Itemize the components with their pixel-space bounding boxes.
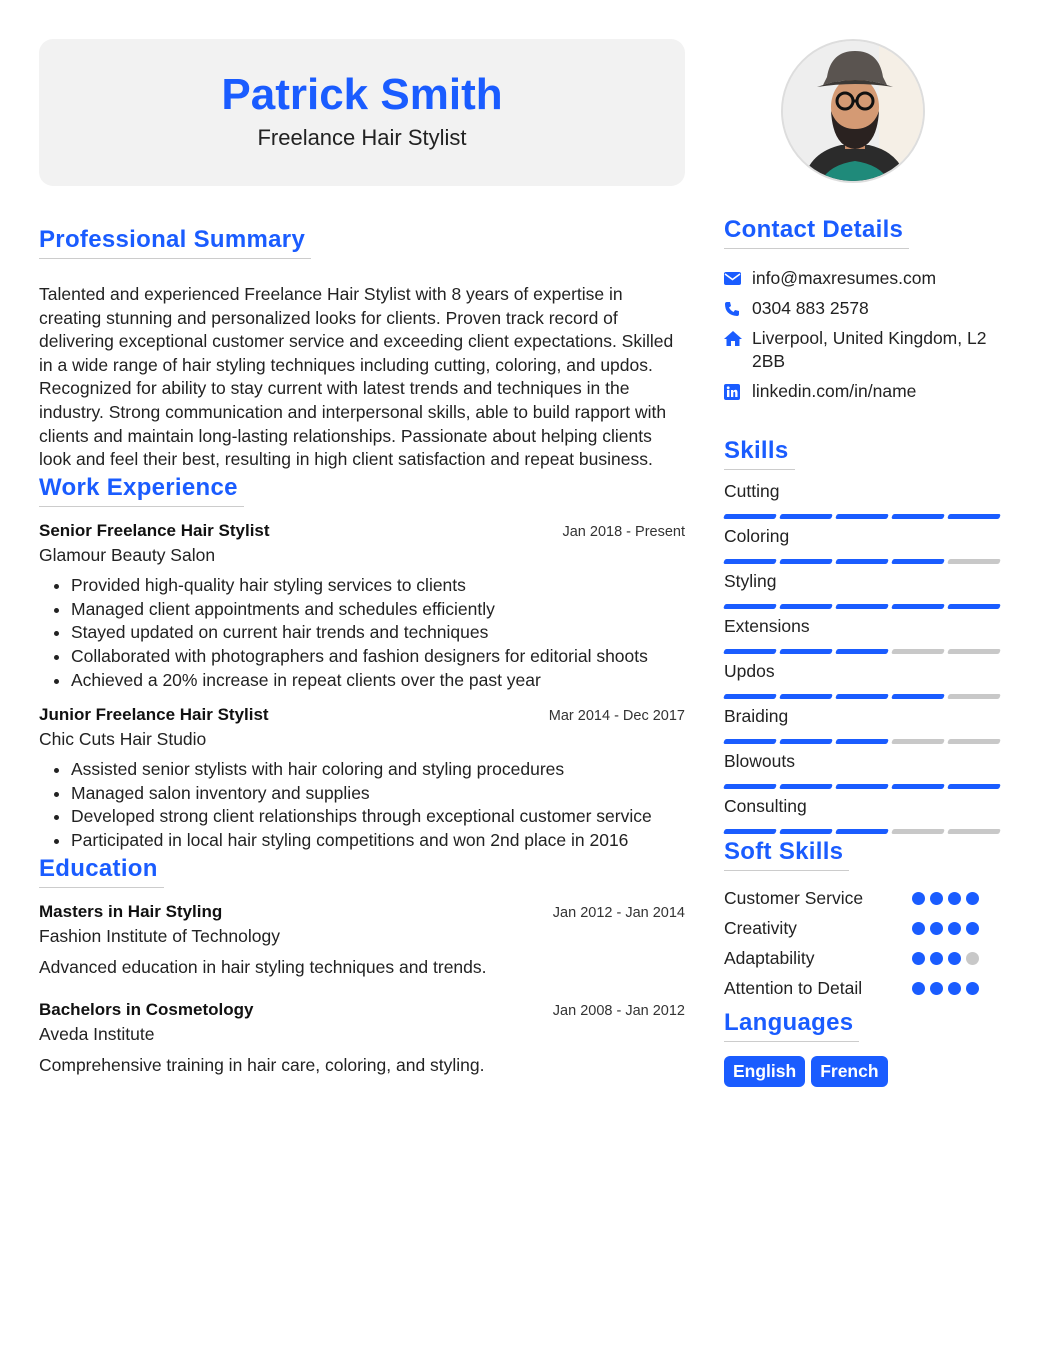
skill-level-bar xyxy=(724,829,1002,834)
skill-level-segment xyxy=(835,559,889,564)
skill-level-segment xyxy=(835,604,889,609)
school-name: Aveda Institute xyxy=(39,1023,155,1044)
soft-skill-name: Customer Service xyxy=(724,887,864,908)
rating-dot xyxy=(912,922,925,935)
skill-level-segment xyxy=(947,649,1001,654)
job-bullet: • Managed client appointments and schedules efficiently xyxy=(71,598,685,622)
languages-section xyxy=(724,1009,1002,1087)
job-bullet: • Provided high-quality hair styling services to clients xyxy=(71,574,685,598)
contact-address xyxy=(724,327,1002,373)
language-badge: French xyxy=(811,1056,887,1087)
rating-dot xyxy=(966,922,979,935)
skill-item xyxy=(724,660,1002,699)
skill-level-segment xyxy=(723,559,777,564)
rating-dot xyxy=(912,892,925,905)
education-date: Jan 2012 - Jan 2014 xyxy=(552,904,685,921)
profile-photo xyxy=(781,39,925,183)
skill-name: Updos xyxy=(724,661,775,681)
rating-dot xyxy=(930,922,943,935)
summary-section xyxy=(39,226,685,472)
soft-skill-item xyxy=(724,913,1002,943)
soft-skills-heading: Soft Skills xyxy=(724,838,849,871)
rating-dot xyxy=(948,982,961,995)
rating-dot xyxy=(930,892,943,905)
soft-skill-rating xyxy=(912,952,979,965)
rating-dot xyxy=(948,952,961,965)
job-bullet: • Collaborated with photographers and fashion designers for editorial shoots xyxy=(71,645,685,669)
skill-level-segment xyxy=(779,559,833,564)
job-bullet: • Assisted senior stylists with hair coloring and styling procedures xyxy=(71,758,685,782)
skill-level-segment xyxy=(723,514,777,519)
skill-level-segment xyxy=(835,514,889,519)
job-bullet: • Participated in local hair styling competitions and won 2nd place in 2016 xyxy=(71,829,685,853)
education-date: Jan 2008 - Jan 2012 xyxy=(552,1002,685,1019)
skill-name: Styling xyxy=(724,571,777,591)
skill-level-bar xyxy=(724,694,1002,699)
skill-level-segment xyxy=(947,604,1001,609)
school-name: Fashion Institute of Technology xyxy=(39,925,280,946)
candidate-title: Freelance Hair Stylist xyxy=(257,125,467,150)
person-avatar-icon xyxy=(783,41,925,183)
job-bullet: • Managed salon inventory and supplies xyxy=(71,782,685,806)
skill-level-segment xyxy=(891,694,945,699)
skill-name: Extensions xyxy=(724,616,810,636)
skill-item xyxy=(724,615,1002,654)
skill-name: Cutting xyxy=(724,481,780,501)
skill-item xyxy=(724,525,1002,564)
linkedin-icon xyxy=(724,380,752,403)
experience-heading: Work Experience xyxy=(39,474,244,507)
language-badge: English xyxy=(724,1056,805,1087)
soft-skill-rating xyxy=(912,982,979,995)
soft-skill-name: Attention to Detail xyxy=(724,977,863,998)
soft-skill-name: Creativity xyxy=(724,917,797,938)
skill-level-segment xyxy=(779,604,833,609)
skill-level-bar xyxy=(724,604,1002,609)
skill-level-bar xyxy=(724,559,1002,564)
skill-level-segment xyxy=(835,784,889,789)
job-bullets xyxy=(39,574,685,693)
summary-text: Talented and experienced Freelance Hair Stylist with 8 years of expertise in creating stunning and personalized looks for clients. Proven track record of delivering exceptional customer service and exceeding client expectations. Skilled in a wide range of hair styling techniques including cutting, coloring, and updos. Recognized for ability to stay current with latest trends and techniques in the industry. Strong communication and interpersonal skills, able to build rapport with clients and maintain long-lasting relationships. Passionate about helping clients look and feel their best, resulting in high client satisfaction and repeat business. xyxy=(39,284,674,470)
sidebar-column xyxy=(724,39,1002,1087)
rating-dot xyxy=(912,982,925,995)
degree-name: Masters in Hair Styling xyxy=(39,901,223,921)
job-bullet: • Developed strong client relationships through exceptional customer service xyxy=(71,805,685,829)
skill-level-segment xyxy=(891,784,945,789)
skills-section xyxy=(724,437,1002,834)
rating-dot xyxy=(966,892,979,905)
skill-level-segment xyxy=(723,784,777,789)
soft-skills-list xyxy=(724,883,1002,1003)
rating-dot xyxy=(948,892,961,905)
skill-level-segment xyxy=(779,829,833,834)
skill-level-segment xyxy=(779,694,833,699)
degree-name: Bachelors in Cosmetology xyxy=(39,999,254,1019)
skills-heading: Skills xyxy=(724,437,795,470)
skill-level-segment xyxy=(779,739,833,744)
skill-level-bar xyxy=(724,739,1002,744)
contact-email-text: info@maxresumes.com xyxy=(752,268,937,288)
envelope-icon xyxy=(724,267,752,290)
education-section xyxy=(39,855,685,1076)
skill-level-bar xyxy=(724,649,1002,654)
home-icon xyxy=(724,327,752,350)
education-entry xyxy=(39,902,685,978)
languages-heading: Languages xyxy=(724,1009,859,1042)
phone-icon xyxy=(724,297,752,320)
skill-level-segment xyxy=(947,739,1001,744)
contact-linkedin[interactable] xyxy=(724,380,1002,403)
skill-level-segment xyxy=(947,694,1001,699)
education-description: Comprehensive training in hair care, coloring, and styling. xyxy=(39,1054,485,1075)
soft-skill-rating xyxy=(912,892,979,905)
language-list xyxy=(724,1056,1002,1087)
skill-level-segment xyxy=(723,649,777,654)
job-role: Junior Freelance Hair Stylist xyxy=(39,704,269,724)
rating-dot xyxy=(930,982,943,995)
skill-name: Coloring xyxy=(724,526,790,546)
skill-level-segment xyxy=(947,559,1001,564)
contact-email[interactable] xyxy=(724,267,1002,290)
rating-dot xyxy=(966,982,979,995)
skill-level-segment xyxy=(723,829,777,834)
skill-level-segment xyxy=(835,649,889,654)
contact-phone[interactable] xyxy=(724,297,1002,320)
skill-level-bar xyxy=(724,514,1002,519)
skill-level-segment xyxy=(835,829,889,834)
candidate-name: Patrick Smith xyxy=(221,70,503,119)
job-entry xyxy=(39,705,685,853)
rating-dot xyxy=(930,952,943,965)
contact-list xyxy=(724,267,1002,403)
skill-level-bar xyxy=(724,784,1002,789)
job-entry xyxy=(39,521,685,693)
rating-dot xyxy=(948,922,961,935)
skill-level-segment xyxy=(835,739,889,744)
skill-item xyxy=(724,705,1002,744)
job-date: Jan 2018 - Present xyxy=(562,523,685,540)
skill-level-segment xyxy=(947,829,1001,834)
skill-item xyxy=(724,570,1002,609)
contact-address-text: Liverpool, United Kingdom, L2 2BB xyxy=(752,328,987,371)
skill-level-segment xyxy=(891,604,945,609)
soft-skill-item xyxy=(724,883,1002,913)
skill-item xyxy=(724,750,1002,789)
job-company: Chic Cuts Hair Studio xyxy=(39,728,207,749)
contact-phone-text: 0304 883 2578 xyxy=(752,298,869,318)
skill-name: Consulting xyxy=(724,796,807,816)
resume-header xyxy=(39,39,685,186)
skill-item xyxy=(724,480,1002,519)
skill-level-segment xyxy=(947,784,1001,789)
skill-level-segment xyxy=(723,694,777,699)
education-heading: Education xyxy=(39,855,164,888)
contact-heading: Contact Details xyxy=(724,216,909,249)
soft-skills-section xyxy=(724,838,1002,1003)
soft-skill-rating xyxy=(912,922,979,935)
job-bullet: • Stayed updated on current hair trends and techniques xyxy=(71,621,685,645)
contact-linkedin-text: linkedin.com/in/name xyxy=(752,381,917,401)
skill-level-segment xyxy=(891,649,945,654)
job-bullet: • Achieved a 20% increase in repeat clients over the past year xyxy=(71,669,685,693)
skill-level-segment xyxy=(779,784,833,789)
job-company: Glamour Beauty Salon xyxy=(39,544,216,565)
skill-level-segment xyxy=(891,559,945,564)
soft-skill-item xyxy=(724,973,1002,1003)
job-bullets xyxy=(39,758,685,853)
skill-item xyxy=(724,795,1002,834)
summary-heading: Professional Summary xyxy=(39,226,311,259)
skill-name: Blowouts xyxy=(724,751,796,771)
skill-name: Braiding xyxy=(724,706,789,726)
skill-level-segment xyxy=(891,739,945,744)
soft-skill-name: Adaptability xyxy=(724,947,815,968)
skill-level-segment xyxy=(891,829,945,834)
job-role: Senior Freelance Hair Stylist xyxy=(39,520,270,540)
skill-level-segment xyxy=(891,514,945,519)
skill-level-segment xyxy=(723,739,777,744)
rating-dot xyxy=(966,952,979,965)
job-date: Mar 2014 - Dec 2017 xyxy=(548,707,685,724)
skills-list xyxy=(724,480,1002,834)
skill-level-segment xyxy=(779,649,833,654)
contact-section xyxy=(724,216,1002,403)
main-column xyxy=(39,39,685,1076)
skill-level-segment xyxy=(947,514,1001,519)
skill-level-segment xyxy=(779,514,833,519)
skill-level-segment xyxy=(835,694,889,699)
education-description: Advanced education in hair styling techniques and trends. xyxy=(39,956,487,977)
education-entry xyxy=(39,1000,685,1076)
rating-dot xyxy=(912,952,925,965)
experience-section xyxy=(39,474,685,853)
skill-level-segment xyxy=(723,604,777,609)
soft-skill-item xyxy=(724,943,1002,973)
